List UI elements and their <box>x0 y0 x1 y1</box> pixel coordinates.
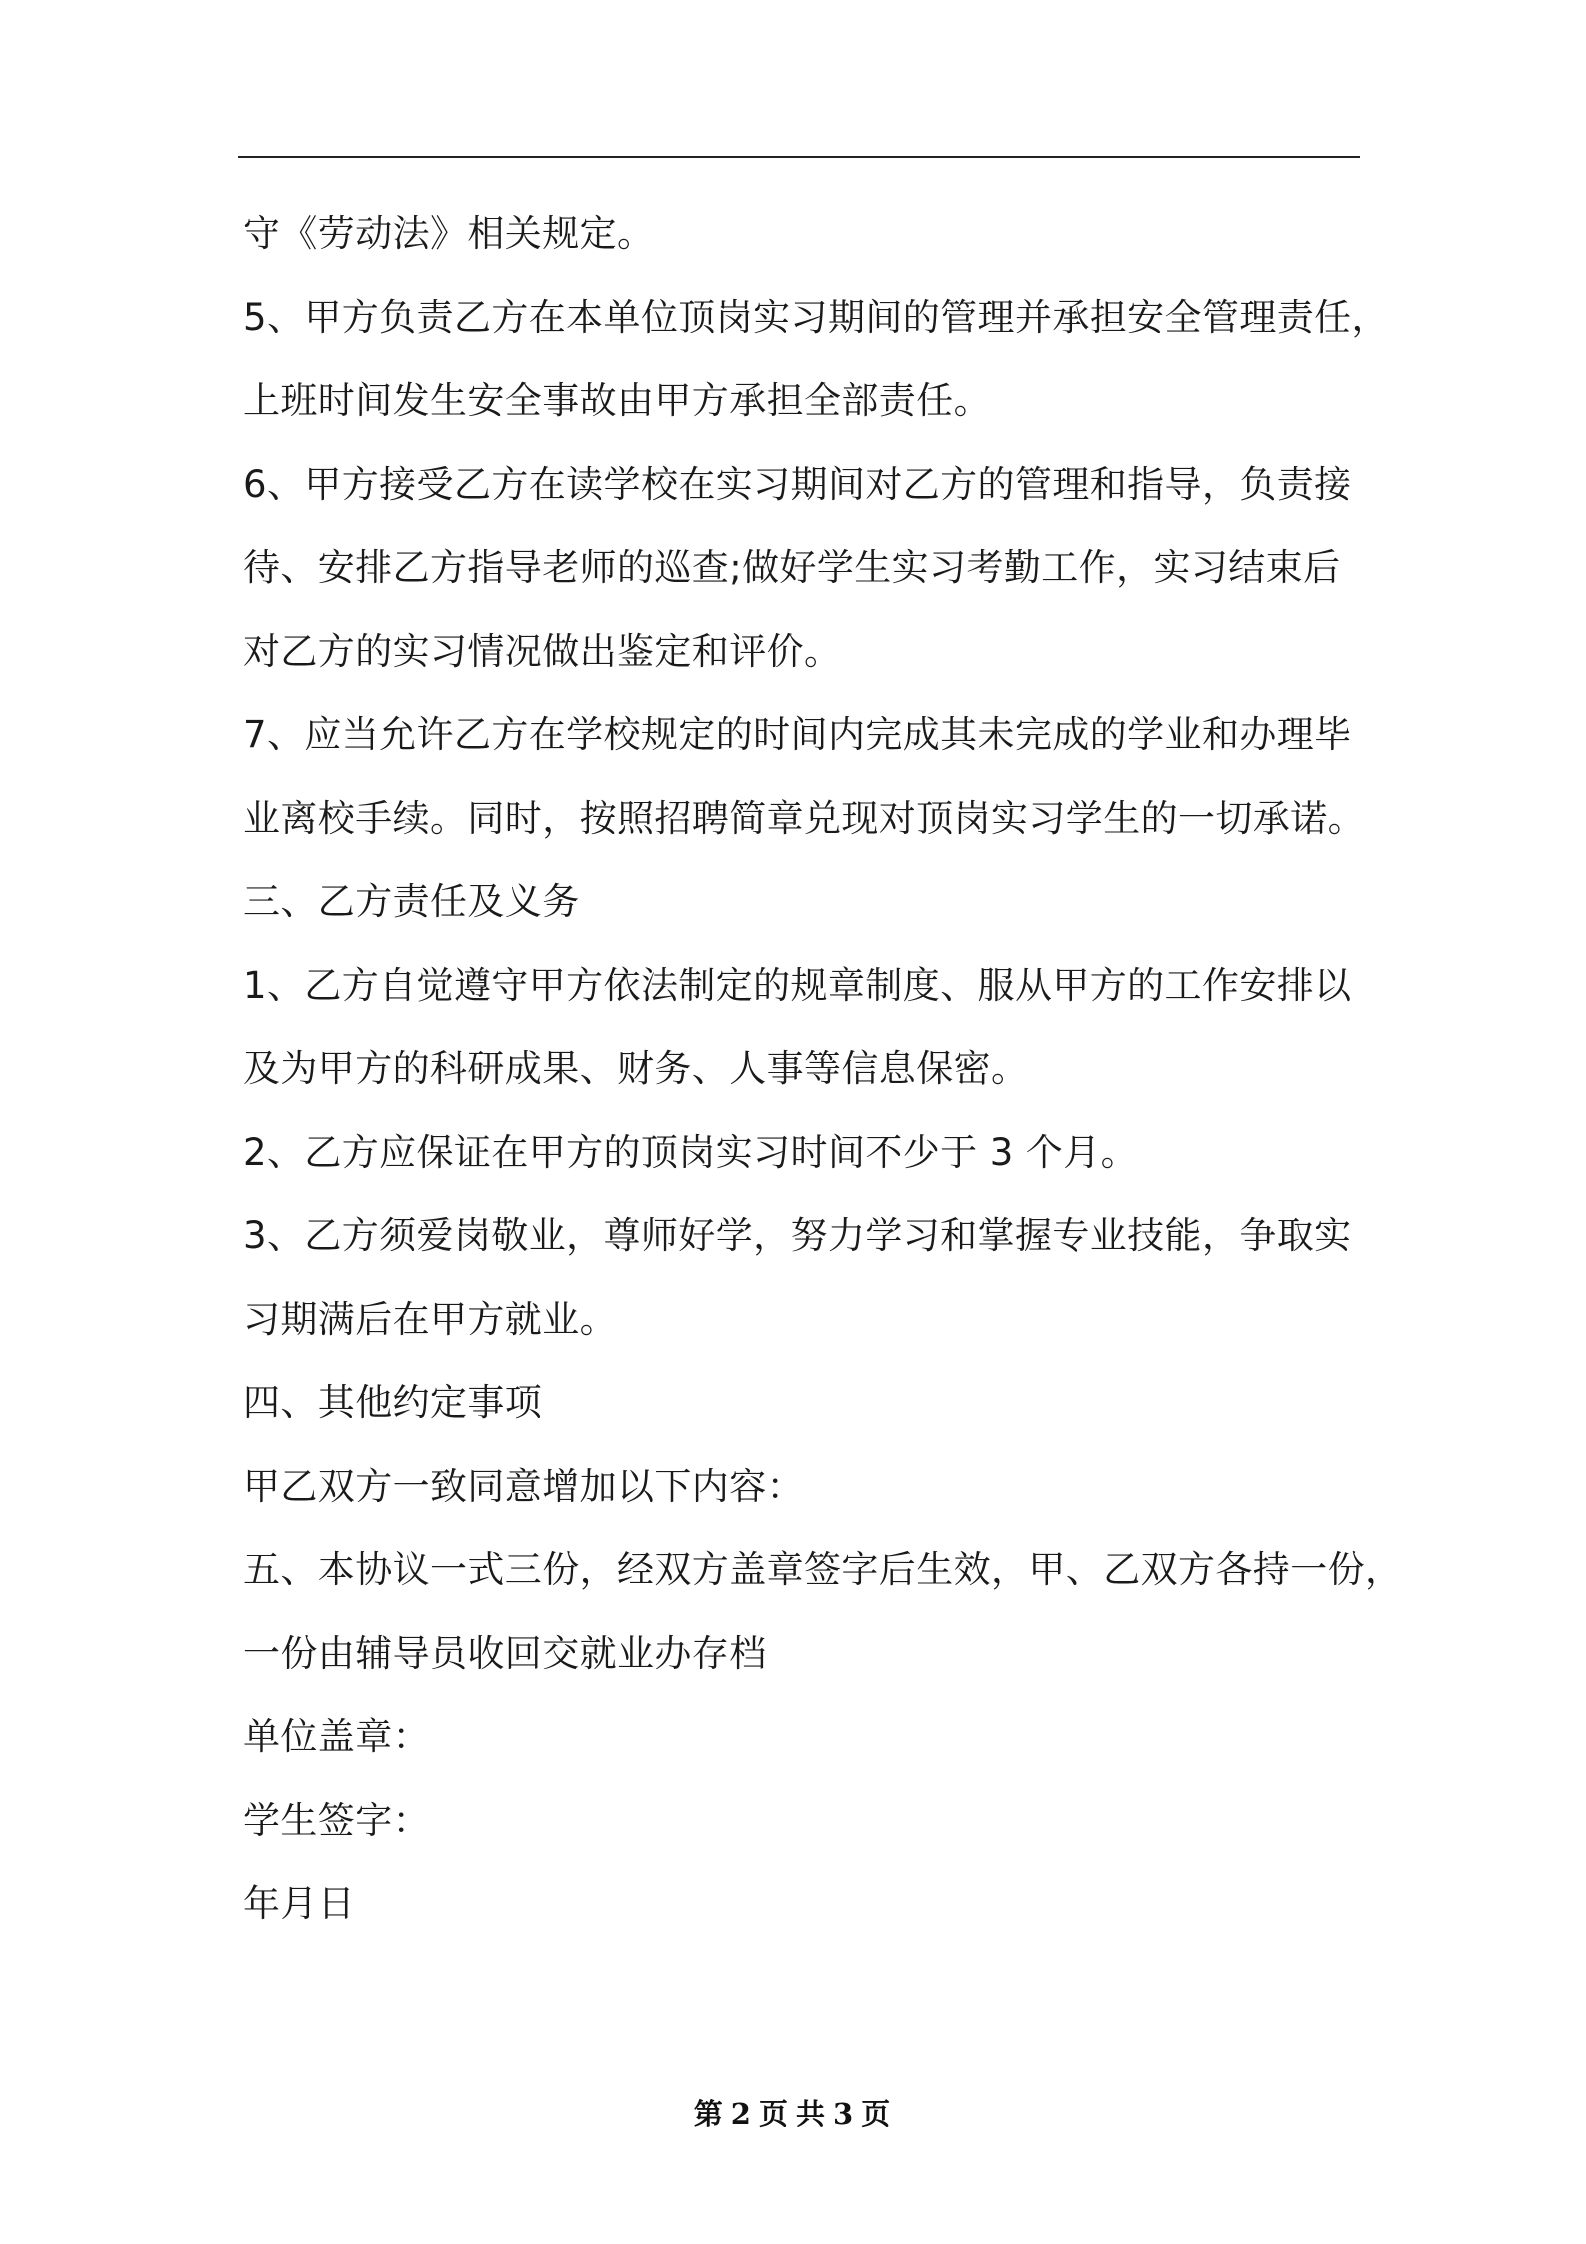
text-line: 五、本协议一式三份，经双方盖章签字后生效，甲、乙双方各持一份， <box>243 1548 1403 1591</box>
text-line: 业离校手续。同时，按照招聘简章兑现对顶岗实习学生的一切承诺。 <box>243 796 1365 840</box>
text-line: 6、甲方接受乙方在读学校在实习期间对乙方的管理和指导，负责接 <box>243 462 1352 506</box>
date-label: 年月日 <box>243 1882 356 1925</box>
text-line: 上班时间发生安全事故由甲方承担全部责任。 <box>243 379 991 422</box>
text-line: 3、乙方须爱岗敬业，尊师好学，努力学习和掌握专业技能，争取实 <box>243 1214 1352 1257</box>
header-rule <box>238 156 1360 158</box>
text-line: 习期满后在甲方就业。 <box>243 1297 617 1341</box>
text-line: 待、安排乙方指导老师的巡查;做好学生实习考勤工作，实习结束后 <box>243 546 1341 589</box>
footer-page-word: 页 <box>758 2097 790 2131</box>
current-page-number: 2 <box>730 2097 753 2131</box>
page-footer <box>0 2092 1586 2133</box>
text-line: 及为甲方的科研成果、财务、人事等信息保密。 <box>243 1047 1029 1090</box>
section-heading: 三、乙方责任及义务 <box>243 880 580 923</box>
text-line: 7、应当允许乙方在学校规定的时间内完成其未完成的学业和办理毕 <box>243 713 1352 756</box>
text-line: 5、甲方负责乙方在本单位顶岗实习期间的管理并承担安全管理责任， <box>243 295 1389 339</box>
section-heading: 四、其他约定事项 <box>243 1381 543 1424</box>
footer-prefix: 第 <box>693 2097 725 2131</box>
text-line: 2、乙方应保证在甲方的顶岗实习时间不少于 3 个月。 <box>243 1130 1139 1174</box>
text-line: 甲乙双方一致同意增加以下内容： <box>243 1464 804 1508</box>
text-line: 守《劳动法》相关规定。 <box>243 212 655 255</box>
footer-total-word: 共 <box>796 2097 828 2131</box>
text-line: 对乙方的实习情况做出鉴定和评价。 <box>243 629 842 673</box>
student-signature-label: 学生签字： <box>243 1798 430 1842</box>
total-pages-number: 3 <box>833 2097 856 2131</box>
text-line: 一份由辅导员收回交就业办存档 <box>243 1631 767 1675</box>
unit-seal-label: 单位盖章： <box>243 1715 430 1758</box>
footer-suffix: 页 <box>861 2097 893 2131</box>
text-line: 1、乙方自觉遵守甲方依法制定的规章制度、服从甲方的工作安排以 <box>243 963 1352 1007</box>
document-body <box>243 192 1403 1946</box>
